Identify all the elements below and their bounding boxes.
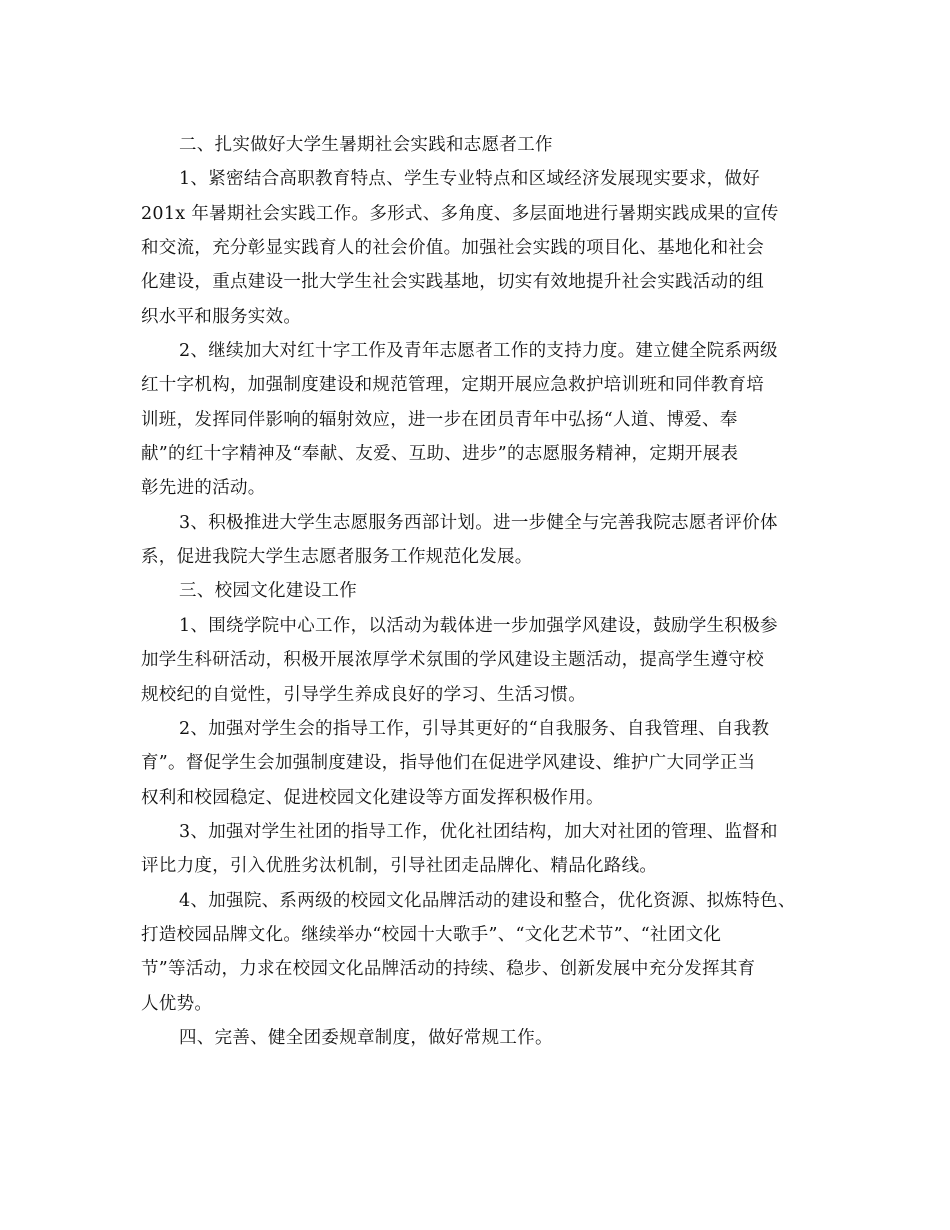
paragraph-line: 3、加强对学生社团的指导工作，优化社团结构，加大对社团的管理、监督和 <box>179 821 778 842</box>
paragraph-line: 1、紧密结合高职教育特点、学生专业特点和区域经济发展现实要求，做好 <box>179 169 761 190</box>
paragraph-line: 1、围绕学院中心工作，以活动为载体进一步加强学风建设，鼓励学生积极参 <box>179 615 778 636</box>
paragraph-line: 献”的红十字精神及“奉献、友爱、互助、进步”的志愿服务精神，定期开展表 <box>141 444 739 465</box>
section-heading: 三、校园文化建设工作 <box>179 581 357 602</box>
paragraph-line: 和交流，充分彰显实践育人的社会价值。加强社会实践的项目化、基地化和社会 <box>141 238 764 259</box>
paragraph-line: 3、积极推进大学生志愿服务西部计划。进一步健全与完善我院志愿者评价体 <box>179 512 778 533</box>
paragraph-line: 评比力度，引入优胜劣汰机制，引导社团走品牌化、精品化路线。 <box>141 856 658 877</box>
paragraph-line: 打造校园品牌文化。继续举办“校园十大歌手”、“文化艺术节”、“社团文化 <box>141 924 722 945</box>
paragraph-line: 系，促进我院大学生志愿者服务工作规范化发展。 <box>141 547 533 568</box>
paragraph-line: 育”。督促学生会加强制度建设，指导他们在促进学风建设、维护广大同学正当 <box>141 753 756 774</box>
paragraph-line: 训班，发挥同伴影响的辐射效应，进一步在团员青年中弘扬“人道、博爱、奉 <box>141 409 738 430</box>
paragraph-line: 加学生科研活动，积极开展浓厚学术氛围的学风建设主题活动，提高学生遵守校 <box>141 650 764 671</box>
section-heading: 二、扎实做好大学生暑期社会实践和志愿者工作 <box>179 135 553 155</box>
paragraph-line: 2、加强对学生会的指导工作，引导其更好的“自我服务、自我管理、自我教 <box>179 718 770 739</box>
paragraph-line: 权利和校园稳定、促进校园文化建设等方面发挥积极作用。 <box>141 787 604 808</box>
paragraph-line: 2、继续加大对红十字工作及青年志愿者工作的支持力度。建立健全院系两级 <box>179 341 778 362</box>
paragraph-line: 节”等活动，力求在校园文化品牌活动的持续、稳步、创新发展中充分发挥其育 <box>141 959 756 980</box>
paragraph-line: 红十字机构，加强制度建设和规范管理，定期开展应急救护培训班和同伴教育培 <box>141 375 764 396</box>
paragraph-line: 4、加强院、系两级的校园文化品牌活动的建设和整合，优化资源、拟炼特色、 <box>179 890 796 911</box>
paragraph-line: 织水平和服务实效。 <box>141 306 302 327</box>
paragraph-line: 人优势。 <box>141 993 213 1014</box>
paragraph-line: 201x 年暑期社会实践工作。多形式、多角度、多层面地进行暑期实践成果的宣传 <box>141 203 779 224</box>
document-body <box>141 128 813 1055</box>
paragraph-line: 化建设，重点建设一批大学生社会实践基地，切实有效地提升社会实践活动的组 <box>141 272 764 293</box>
paragraph-line: 规校纪的自觉性，引导学生养成良好的学习、生活习惯。 <box>141 684 586 705</box>
section-heading: 四、完善、健全团委规章制度，做好常规工作。 <box>179 1027 553 1048</box>
paragraph-line: 彰先进的活动。 <box>141 478 266 499</box>
